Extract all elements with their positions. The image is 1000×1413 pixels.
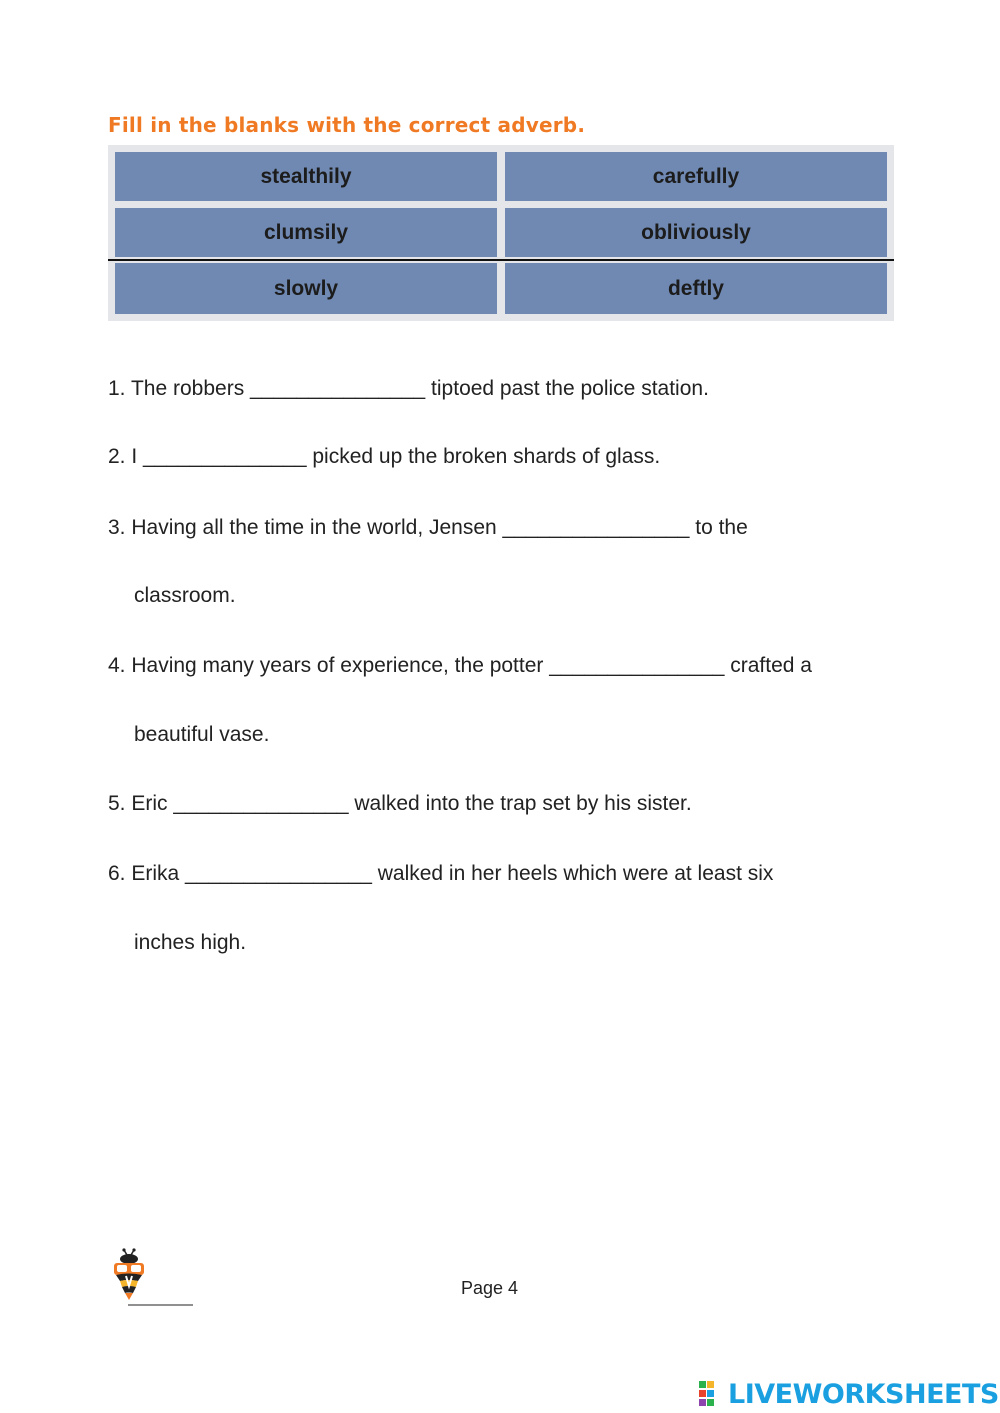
write-tribe-logo <box>108 1248 198 1310</box>
word-cell-slowly: slowly <box>115 263 497 314</box>
instruction-heading: Fill in the blanks with the correct adverb. <box>108 113 586 137</box>
question-4-continuation: beautiful vase. <box>134 723 270 746</box>
bee-logo-icon <box>108 1248 198 1310</box>
question-4: 4. Having many years of experience, the potter _______________ crafted a <box>108 654 812 677</box>
word-cell-obliviously: obliviously <box>505 208 887 257</box>
word-bank-table <box>108 145 894 321</box>
word-cell-deftly: deftly <box>505 263 887 314</box>
word-cell-stealthily: stealthily <box>115 152 497 201</box>
table-divider-line <box>108 259 894 261</box>
question-6: 6. Erika ________________ walked in her heels which were at least six <box>108 862 774 885</box>
word-cell-carefully: carefully <box>505 152 887 201</box>
page-number: Page 4 <box>461 1278 519 1298</box>
question-1: 1. The robbers _______________ tiptoed past the police station. <box>108 377 709 400</box>
liveworksheets-watermark <box>698 1376 999 1412</box>
question-5: 5. Eric _______________ walked into the trap set by his sister. <box>108 792 692 815</box>
question-3-continuation: classroom. <box>134 584 236 607</box>
question-2: 2. I ______________ picked up the broken shards of glass. <box>108 445 661 468</box>
liveworksheets-text: LIVEWORKSHEETS <box>728 1378 999 1410</box>
question-6-continuation: inches high. <box>134 931 247 954</box>
liveworksheets-logo-icon <box>698 1380 724 1408</box>
question-3: 3. Having all the time in the world, Jensen ________________ to the <box>108 516 748 539</box>
word-cell-clumsily: clumsily <box>115 208 497 257</box>
